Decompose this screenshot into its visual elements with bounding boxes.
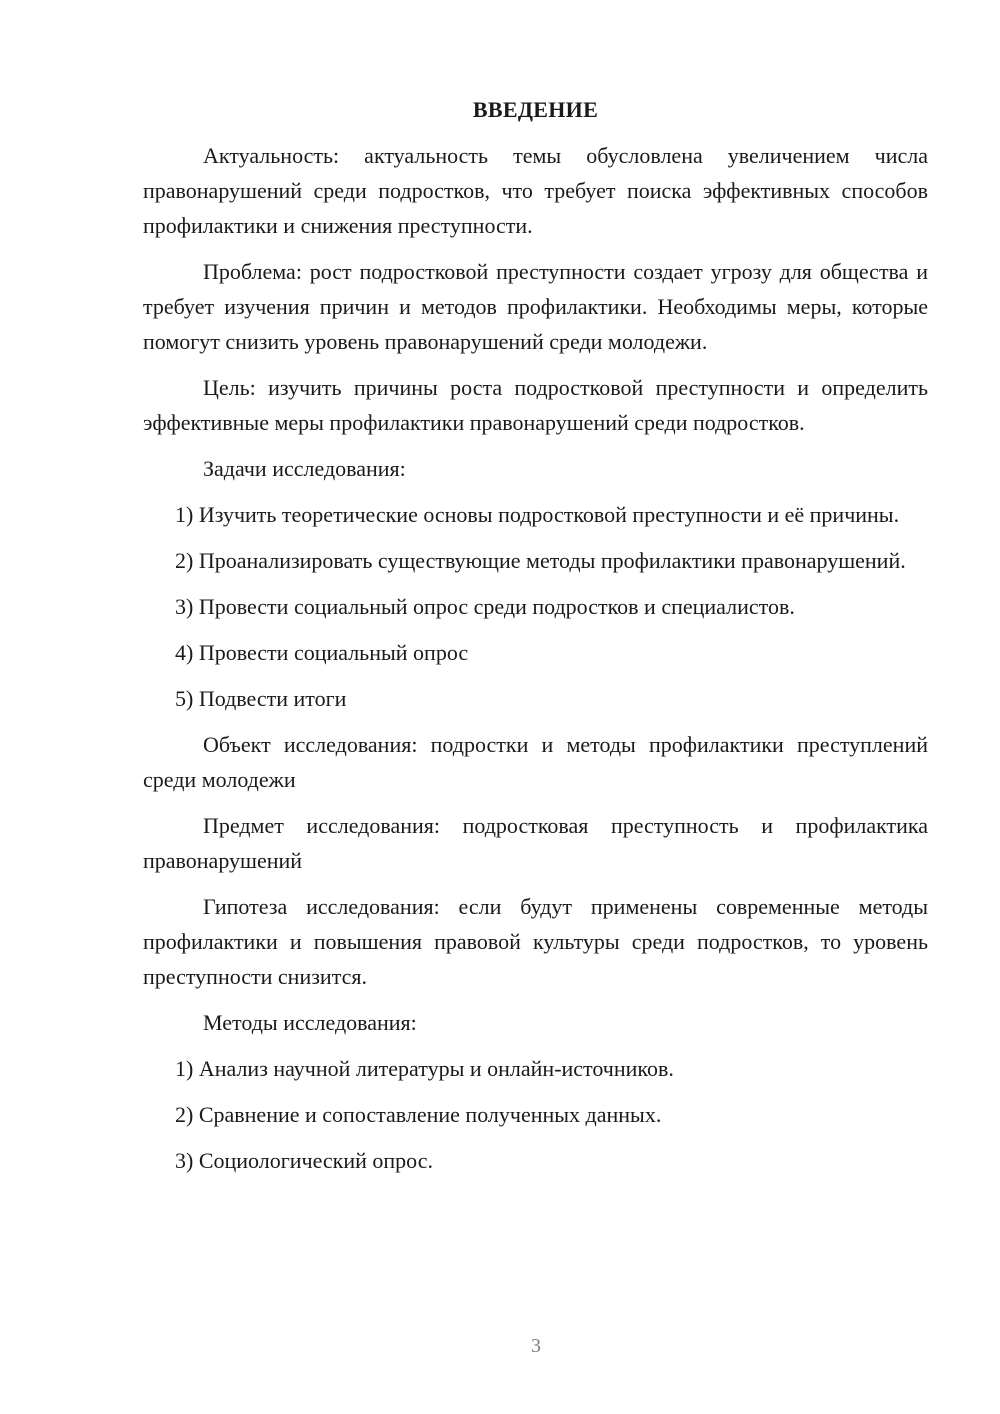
section-title: ВВЕДЕНИЕ bbox=[472, 97, 599, 122]
document-page bbox=[143, 92, 928, 1178]
list-item-task-5: 5) Подвести итоги bbox=[175, 686, 347, 711]
list-item-task-1: 1) Изучить теоретические основы подростковой преступности и её причины. bbox=[175, 502, 900, 527]
paragraph-hypothesis: Гипотеза исследования: если будут применены современные методы профилактики и повышения правовой культуры среди подростков, то уровень преступности снизится. bbox=[143, 894, 928, 989]
paragraph-methods-heading: Методы исследования: bbox=[203, 1010, 417, 1035]
list-item-method-3: 3) Социологический опрос. bbox=[175, 1148, 433, 1173]
page-number: 3 bbox=[531, 1335, 541, 1357]
paragraph-subject: Предмет исследования: подростковая преступность и профилактика правонарушений bbox=[143, 813, 928, 873]
paragraph-goal: Цель: изучить причины роста подростковой преступности и определить эффективные меры профилактики правонарушений среди подростков. bbox=[143, 375, 928, 435]
list-item-task-4: 4) Провести социальный опрос bbox=[175, 640, 469, 665]
paragraph-object: Объект исследования: подростки и методы профилактики преступлений среди молодежи bbox=[143, 732, 928, 792]
paragraph-tasks-heading: Задачи исследования: bbox=[203, 456, 406, 481]
paragraph-problem: Проблема: рост подростковой преступности создает угрозу для общества и требует изучения причин и методов профилактики. Необходимы меры, которые помогут снизить уровень правонарушений среди молодежи. bbox=[143, 259, 928, 354]
list-item-task-2: 2) Проанализировать существующие методы профилактики правонарушений. bbox=[175, 548, 906, 573]
list-item-method-1: 1) Анализ научной литературы и онлайн-источников. bbox=[175, 1056, 674, 1081]
paragraph-relevance: Актуальность: актуальность темы обусловлена увеличением числа правонарушений среди подростков, что требует поиска эффективных способов профилактики и снижения преступности. bbox=[143, 143, 928, 238]
list-item-method-2: 2) Сравнение и сопоставление полученных данных. bbox=[175, 1102, 662, 1127]
list-item-task-3: 3) Провести социальный опрос среди подростков и специалистов. bbox=[175, 594, 795, 619]
